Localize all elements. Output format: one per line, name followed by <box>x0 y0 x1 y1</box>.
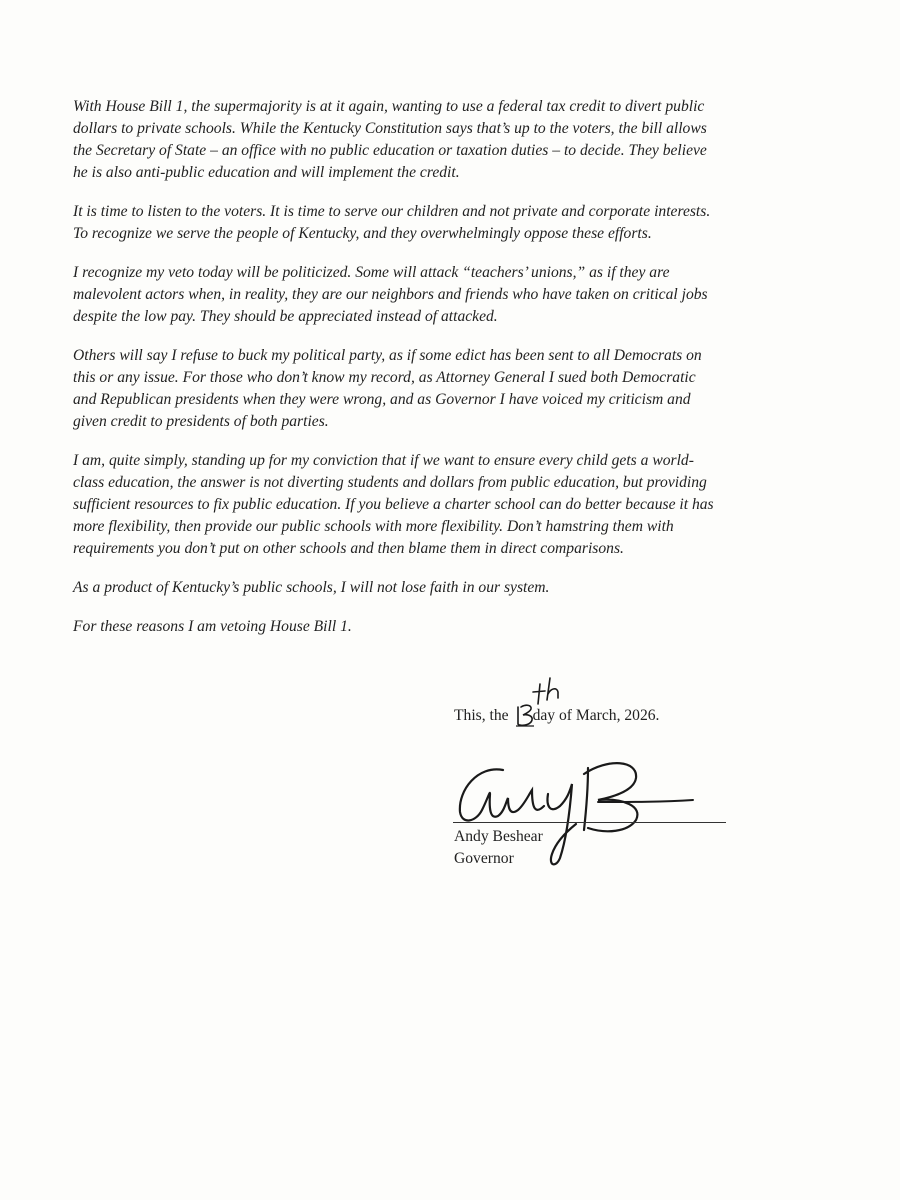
paragraph-line: For these reasons I am vetoing House Bill 1. <box>73 618 352 635</box>
paragraph-line: I recognize my veto today will be politicized. Some will attack “teachers’ unions,” as if they are <box>73 264 670 281</box>
paragraph-line: the Secretary of State – an office with no public education or taxation duties – to decide. They believe <box>73 142 707 159</box>
paragraph-line: more flexibility, then provide our public schools with more flexibility. Don’t hamstring them with <box>73 518 674 535</box>
paragraph-line: To recognize we serve the people of Kentucky, and they overwhelmingly oppose these efforts. <box>73 225 652 242</box>
paragraph-line: It is time to listen to the voters. It is time to serve our children and not private and corporate interests. <box>73 203 711 220</box>
paragraph-4 <box>73 345 833 433</box>
signature-mark <box>448 750 698 890</box>
paragraph-6 <box>73 577 833 599</box>
letter-body <box>73 96 833 655</box>
paragraph-line: he is also anti-public education and will implement the credit. <box>73 164 460 181</box>
paragraph-1 <box>73 96 833 184</box>
paragraph-line: despite the low pay. They should be appreciated instead of attacked. <box>73 308 498 325</box>
paragraph-line: malevolent actors when, in reality, they are our neighbors and friends who have taken on critical jobs <box>73 286 708 303</box>
paragraph-2 <box>73 201 833 245</box>
paragraph-line: dollars to private schools. While the Kentucky Constitution says that’s up to the voters, the bill allows <box>73 120 707 137</box>
paragraph-line: I am, quite simply, standing up for my conviction that if we want to ensure every child gets a world- <box>73 452 694 469</box>
paragraph-5 <box>73 450 833 560</box>
paragraph-7 <box>73 616 833 638</box>
paragraph-line: given credit to presidents of both parties. <box>73 413 329 430</box>
signature-line <box>453 822 726 823</box>
signer-title: Governor <box>454 850 514 867</box>
handwritten-day-mark <box>510 674 580 729</box>
paragraph-line: this or any issue. For those who don’t know my record, as Attorney General I sued both Democratic <box>73 369 696 386</box>
paragraph-line: sufficient resources to fix public education. If you believe a charter school can do better because it has <box>73 496 714 513</box>
paragraph-line: and Republican presidents when they were wrong, and as Governor I have voiced my criticism and <box>73 391 691 408</box>
handwritten-day <box>512 704 532 724</box>
dated-suffix: day of March, 2026. <box>532 707 660 724</box>
paragraph-line: With House Bill 1, the supermajority is at it again, wanting to use a federal tax credit to divert public <box>73 98 705 115</box>
signer-name: Andy Beshear <box>454 828 543 845</box>
dated-line <box>454 704 659 725</box>
paragraph-3 <box>73 262 833 328</box>
paragraph-line: As a product of Kentucky’s public schools, I will not lose faith in our system. <box>73 579 550 596</box>
dated-prefix: This, the <box>454 707 509 724</box>
paragraph-line: class education, the answer is not diverting students and dollars from public education, but providing <box>73 474 707 491</box>
paragraph-line: Others will say I refuse to buck my political party, as if some edict has been sent to all Democrats on <box>73 347 702 364</box>
paragraph-line: requirements you don’t put on other schools and then blame them in direct comparisons. <box>73 540 624 557</box>
